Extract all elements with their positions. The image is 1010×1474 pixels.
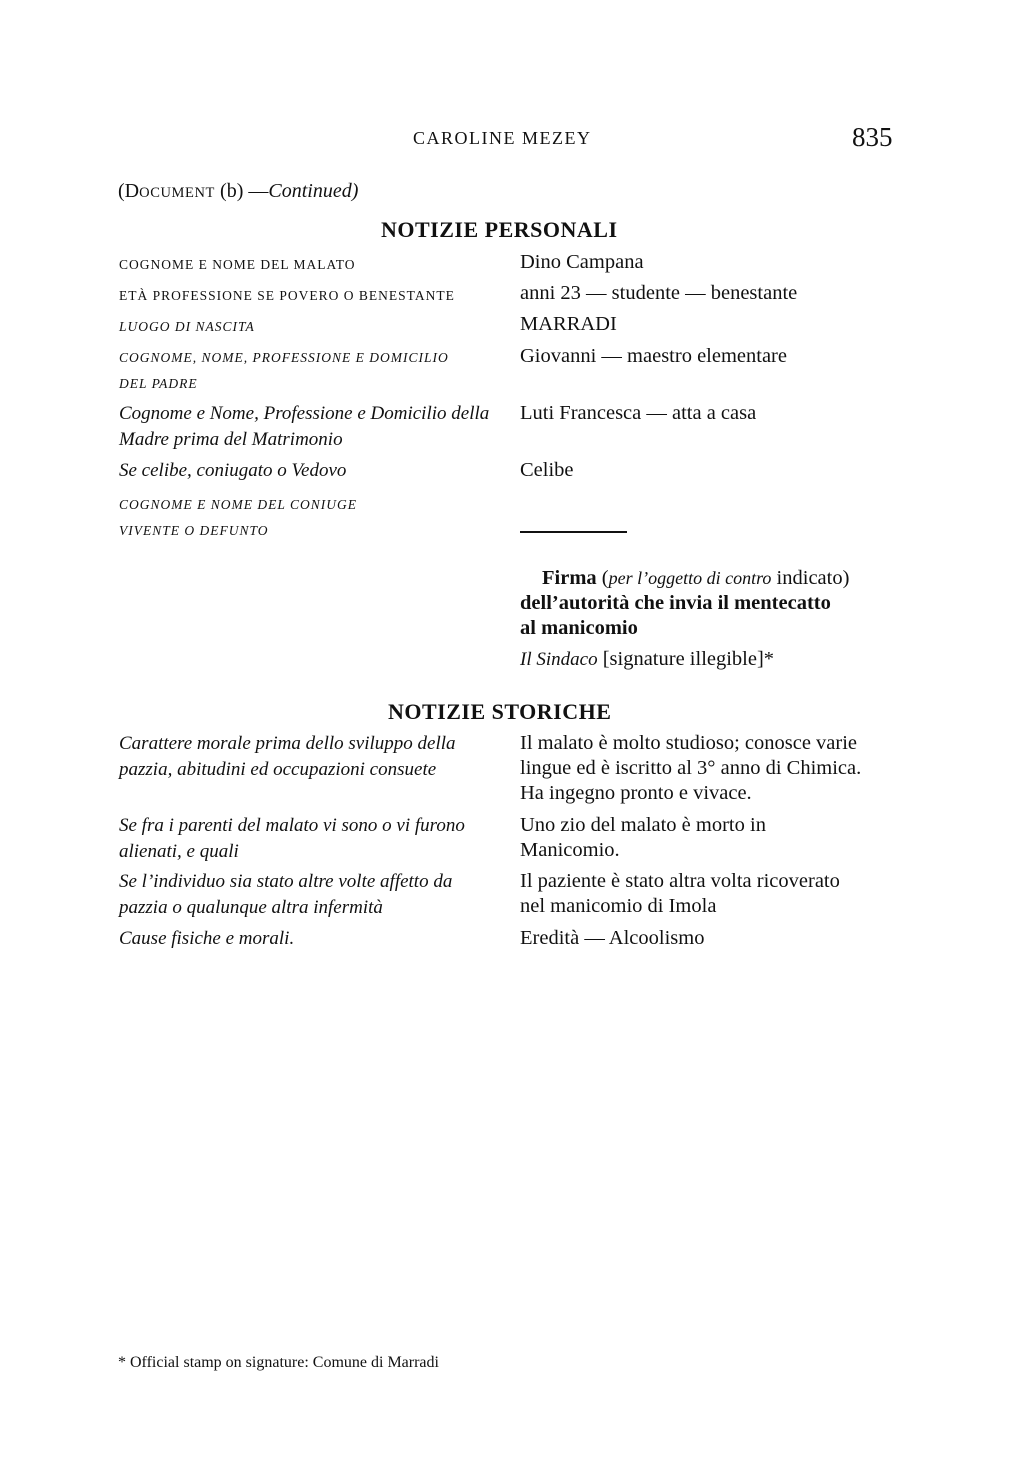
label-cause: Cause fisiche e morali. bbox=[119, 928, 295, 949]
label-parenti-line1: Se fra i parenti del malato vi sono o vi furono bbox=[119, 815, 465, 836]
running-head: CAROLINE MEZEY bbox=[413, 128, 592, 148]
label-luogo-nascita: LUOGO DI NASCITA bbox=[119, 319, 255, 334]
page-number: 835 bbox=[852, 122, 893, 152]
label-carattere-line2: pazzia, abitudini ed occupazioni consuete bbox=[119, 759, 437, 780]
label-madre-line2: Madre prima del Matrimonio bbox=[119, 429, 343, 450]
label-padre-line1: COGNOME, NOME, PROFESSIONE E DOMICILIO bbox=[119, 350, 449, 365]
footnote: * Official stamp on signature: Comune di Marradi bbox=[118, 1354, 439, 1371]
firma-bold: Firma bbox=[542, 567, 597, 589]
label-coniuge-line1: COGNOME E NOME DEL CONIUGE bbox=[119, 497, 357, 512]
sindaco-line bbox=[520, 648, 774, 671]
value-coniuge-blank-line bbox=[520, 531, 627, 533]
sindaco-italic: Il Sindaco bbox=[520, 649, 598, 670]
value-cause: Eredità — Alcoolismo bbox=[520, 927, 705, 949]
label-parenti-line2: alienati, e quali bbox=[119, 841, 239, 862]
label-nome-malato: COGNOME E NOME DEL MALATO bbox=[119, 257, 356, 272]
label-pazzia-line2: pazzia o qualunque altra infermità bbox=[119, 897, 383, 918]
signature-block bbox=[520, 566, 849, 641]
section-title-personali: NOTIZIE PERSONALI bbox=[381, 217, 618, 242]
label-carattere-line1: Carattere morale prima dello sviluppo della bbox=[119, 733, 456, 754]
value-carattere-line3: Ha ingegno pronto e vivace. bbox=[520, 782, 752, 804]
value-parenti-line2: Manicomio. bbox=[520, 839, 620, 861]
firma-italic: per l’oggetto di contro bbox=[608, 568, 772, 588]
label-pazzia-line1: Se l’individuo sia stato altre volte affetto da bbox=[119, 871, 453, 892]
document-label bbox=[118, 180, 358, 203]
firma-rest: indicato) bbox=[771, 567, 850, 589]
value-eta-professione: anni 23 — studente — benestante bbox=[520, 282, 798, 304]
document-label-initial: D bbox=[124, 180, 140, 202]
value-pazzia-line1: Il paziente è stato altra volta ricoverato bbox=[520, 870, 840, 892]
document-label-open: ( bbox=[118, 180, 125, 202]
value-luogo-nascita: MARRADI bbox=[520, 313, 617, 335]
sindaco-rest: [signature illegible]* bbox=[597, 648, 775, 670]
firma-line2: dell’autorità che invia il mentecatto bbox=[520, 592, 831, 614]
firma-line3: al manicomio bbox=[520, 617, 638, 639]
value-pazzia-line2: nel manicomio di Imola bbox=[520, 895, 717, 917]
value-carattere-line2: lingue ed è iscritto al 3° anno di Chimica. bbox=[520, 757, 862, 779]
label-eta-professione: ETÀ PROFESSIONE SE POVERO O BENESTANTE bbox=[119, 288, 455, 303]
firma-line1 bbox=[520, 566, 849, 591]
firma-paren-open: ( bbox=[596, 567, 609, 589]
value-stato-civile: Celibe bbox=[520, 459, 574, 481]
value-carattere-line1: Il malato è molto studioso; conosce varie bbox=[520, 732, 858, 754]
document-label-continued: Continued) bbox=[268, 180, 359, 202]
label-padre-line2: DEL PADRE bbox=[119, 376, 198, 391]
label-coniuge-line2: VIVENTE O DEFUNTO bbox=[119, 523, 269, 538]
value-madre: Luti Francesca — atta a casa bbox=[520, 402, 757, 424]
value-parenti-line1: Uno zio del malato è morto in bbox=[520, 814, 766, 836]
document-label-word: OCUMENT bbox=[139, 185, 216, 201]
value-nome-malato: Dino Campana bbox=[520, 251, 644, 273]
label-madre-line1: Cognome e Nome, Professione e Domicilio della bbox=[119, 403, 490, 424]
value-padre: Giovanni — maestro elementare bbox=[520, 345, 787, 367]
section-title-storiche: NOTIZIE STORICHE bbox=[388, 699, 612, 724]
label-stato-civile: Se celibe, coniugato o Vedovo bbox=[119, 460, 347, 481]
document-label-middle: (b) — bbox=[215, 180, 269, 202]
